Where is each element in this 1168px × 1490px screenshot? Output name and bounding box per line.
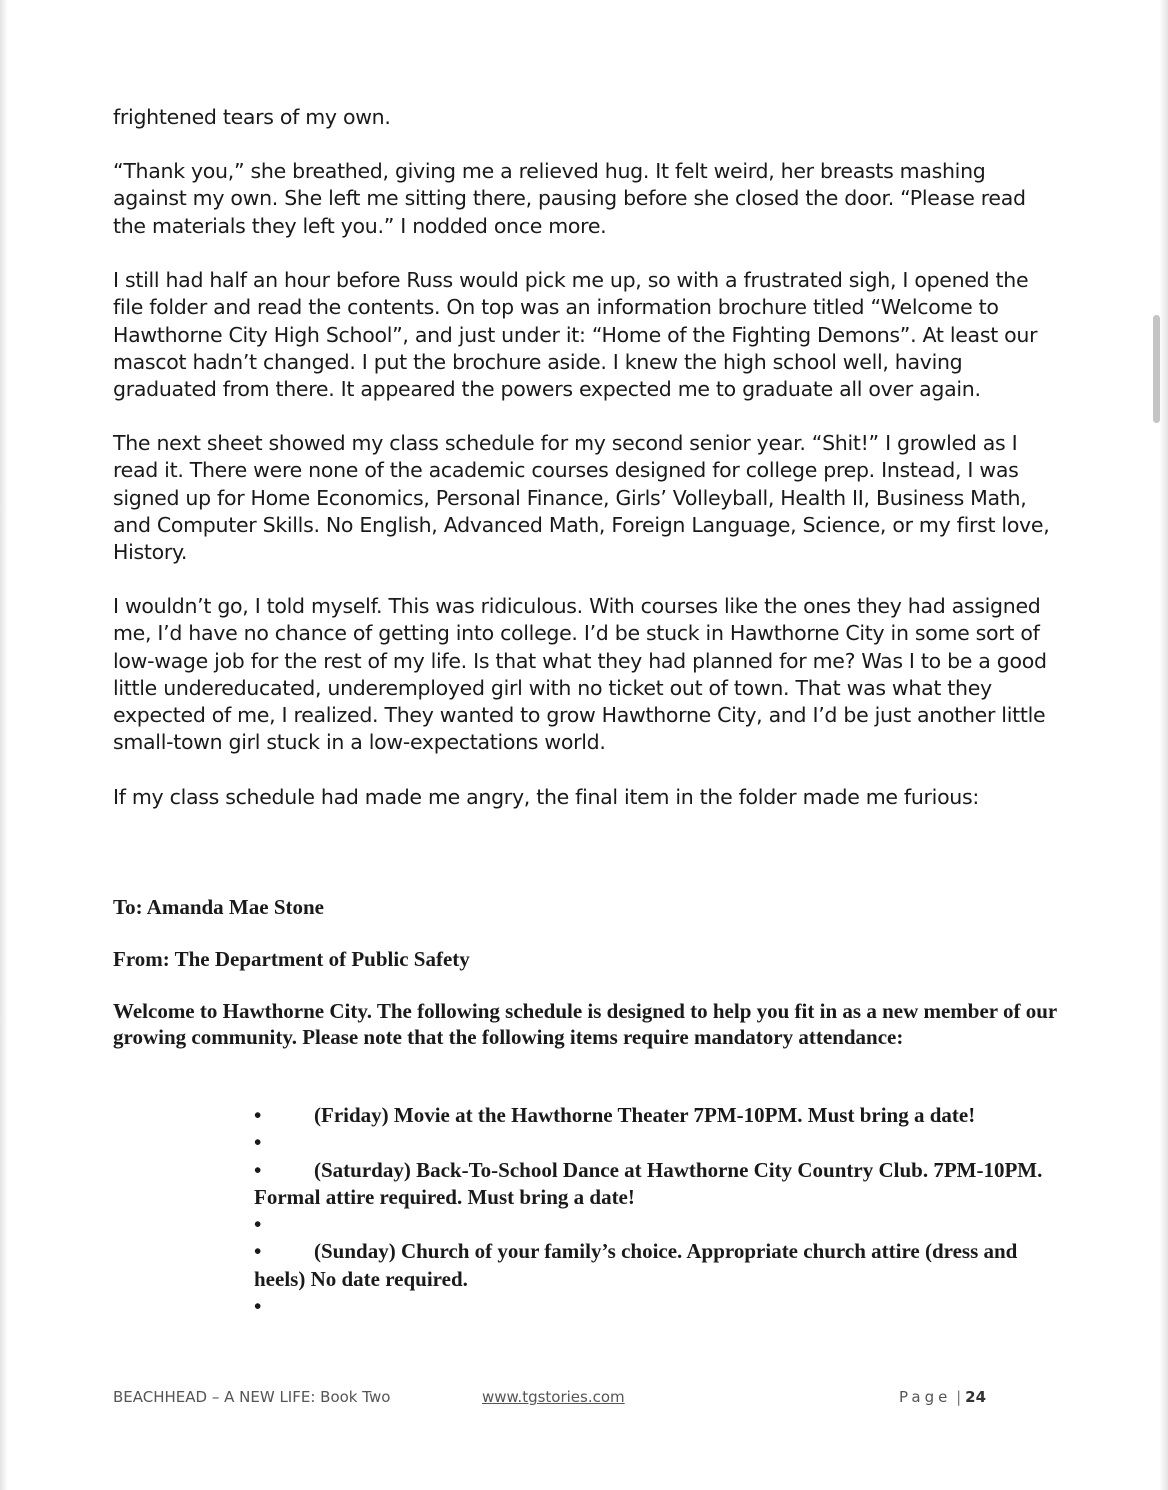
page-edge-right [1159,0,1168,1490]
footer-page-indicator [899,1387,986,1407]
memo-from-line: From: The Department of Public Safety [113,947,470,971]
bullet-icon: • [254,1294,262,1319]
memo-bullet-item [254,1102,1054,1129]
bullet-icon: • [254,1130,262,1155]
page-label: Page [899,1388,952,1406]
page-edge-left [0,0,8,1490]
paragraph: I still had half an hour before Russ would pick me up, so with a frustrated sigh, I opened the file folder and read the contents. On top was an information brochure titled “Welcome to Hawthorne City High School”, and just under it: “Home of the Fighting Demons”. At least our mascot hadn’t changed. I put the brochure aside. I knew the high school well, having graduated from there. It appeared the powers expected me to graduate all over again. [113,268,1038,402]
bullet-icon: • [254,1157,262,1182]
memo-bullet-item [254,1157,1054,1212]
vertical-scrollbar-thumb[interactable] [1153,315,1160,423]
bullet-icon: • [254,1103,262,1127]
paragraph: The next sheet showed my class schedule for my second senior year. “Shit!” I growled as I read it. There were none of the academic courses designed for college prep. Instead, I was signed up for Home Economics, Personal Finance, Girls’ Volleyball, Health II, Business Math, and Computer Skills. No English, Advanced Math, Foreign Language, Science, or my first love, History. [113,431,1050,565]
page-separator: | [956,1388,962,1406]
bullet-icon: • [254,1212,262,1237]
paragraph: frightened tears of my own. [113,105,391,129]
paragraph: “Thank you,” she breathed, giving me a relieved hug. It felt weird, her breasts mashing against my own. She left me sitting there, pausing before she closed the door. “Please read the materials they left you.” I nodded once more. [113,159,1026,238]
memo-bullet-item [254,1293,1054,1320]
page-number: 24 [965,1388,987,1406]
memo-bullet-text: (Sunday) Church of your family’s choice. Appropriate church attire (dress and heels) No date required. [254,1239,1018,1291]
bullet-icon: • [254,1239,262,1264]
footer-website-link[interactable]: www.tgstories.com [482,1388,625,1406]
memo-bullet-text: (Saturday) Back-To-School Dance at Hawthorne City Country Club. 7PM-10PM. Formal attire required. Must bring a date! [254,1157,1043,1209]
memo-bullet-item [254,1211,1054,1238]
footer-book-title: BEACHHEAD – A NEW LIFE: Book Two [113,1388,391,1406]
memo-bullet-list [254,1102,1054,1320]
memo-to-line: To: Amanda Mae Stone [113,895,324,919]
memo-bullet-text: (Friday) Movie at the Hawthorne Theater 7PM-10PM. Must bring a date! [314,1103,976,1127]
paragraph: I wouldn’t go, I told myself. This was ridiculous. With courses like the ones they had assigned me, I’d have no chance of getting into college. I’d be stuck in Hawthorne City in some sort of low-wage job for the rest of my life. Is that what they had planned for me? Was I to be a good little undereducated, underemployed girl with no ticket out of town. That was what they expected of me, I realized. They wanted to grow Hawthorne City, and I’d be just another little small-town girl stuck in a low-expectations world. [113,594,1047,755]
memo-intro: Welcome to Hawthorne City. The following schedule is designed to help you fit in as a new member of our growing community. Please note that the following items require mandatory attendance: [113,999,1057,1049]
memo-bullet-item [254,1238,1054,1293]
memo-bullet-item [254,1129,1054,1156]
paragraph: If my class schedule had made me angry, the final item in the folder made me furious: [113,785,979,809]
